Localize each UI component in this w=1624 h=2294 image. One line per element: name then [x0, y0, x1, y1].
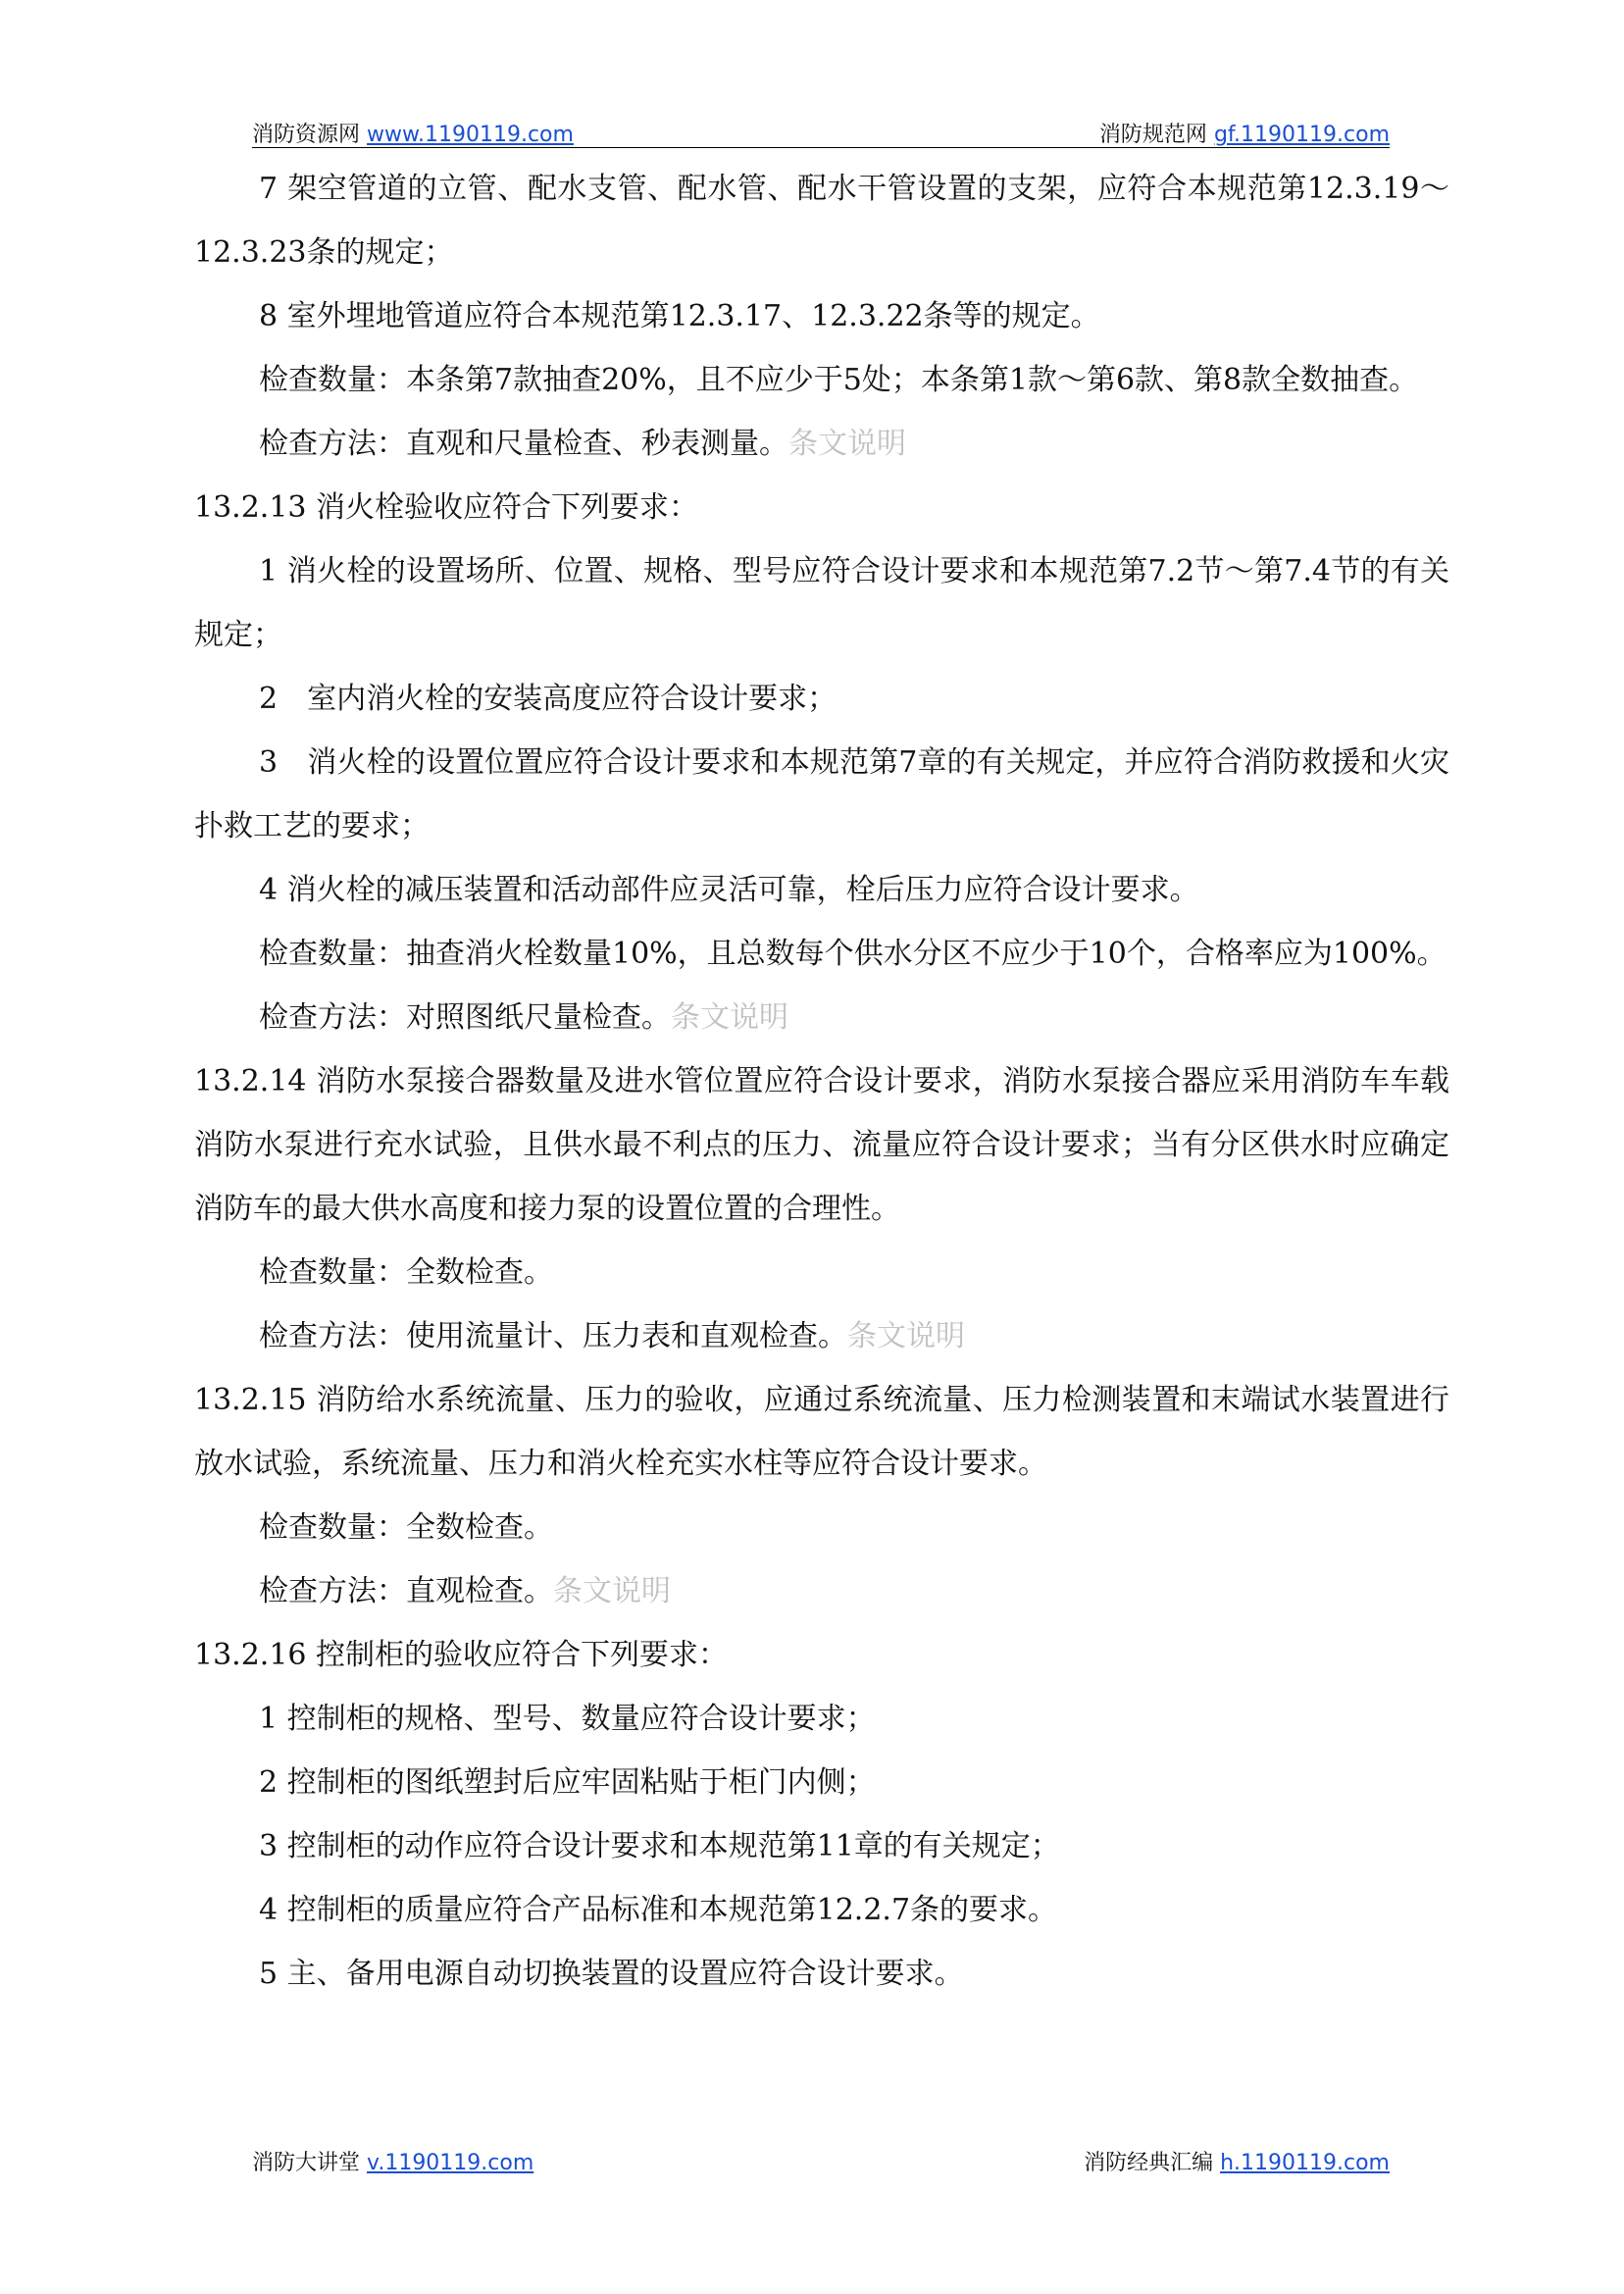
header-left — [252, 118, 574, 148]
list-item: 7 架空管道的立管、配水支管、配水管、配水干管设置的支架，应符合本规范第12.3.19～12.3.23条的规定； — [194, 172, 1449, 270]
page-footer — [252, 2146, 1390, 2175]
method-text: 检查方法：对照图纸尺量检查。 — [259, 1000, 671, 1035]
footer-compilation-name: 消防经典汇编 — [1084, 2151, 1214, 2175]
inspection-method — [194, 1304, 1449, 1368]
clause-note-link[interactable]: 条文说明 — [671, 1000, 788, 1035]
list-item: 1 控制柜的规格、型号、数量应符合设计要求； — [259, 1702, 876, 1736]
list-item: 8 室外埋地管道应符合本规范第12.3.17、12.3.22条等的规定。 — [259, 299, 1100, 333]
list-item: 2 室内消火栓的安装高度应符合设计要求； — [259, 682, 837, 716]
clause-heading: 13.2.15 消防给水系统流量、压力的验收，应通过系统流量、压力检测装置和末端试水装置进行放水试验，系统流量、压力和消火栓充实水柱等应符合设计要求。 — [194, 1383, 1449, 1481]
document-body — [194, 157, 1449, 2006]
footer-lecture-name: 消防大讲堂 — [252, 2151, 361, 2175]
inspection-quantity: 检查数量：全数检查。 — [259, 1510, 553, 1545]
header-standard-link[interactable]: gf.1190119.com — [1213, 123, 1390, 147]
clause-note-link[interactable]: 条文说明 — [553, 1574, 671, 1608]
list-item: 3 控制柜的动作应符合设计要求和本规范第11章的有关规定； — [259, 1829, 1060, 1863]
inspection-method — [194, 1559, 1449, 1623]
clause-heading: 13.2.16 控制柜的验收应符合下列要求： — [194, 1638, 729, 1672]
inspection-quantity: 检查数量：抽查消火栓数量10%，且总数每个供水分区不应少于10个，合格率应为100%。 — [259, 937, 1446, 971]
list-item: 4 控制柜的质量应符合产品标准和本规范第12.2.7条的要求。 — [259, 1893, 1058, 1927]
inspection-method — [194, 412, 1449, 476]
page-header — [252, 118, 1390, 148]
footer-compilation-link[interactable]: h.1190119.com — [1220, 2151, 1390, 2175]
list-item: 1 消火栓的设置场所、位置、规格、型号应符合设计要求和本规范第7.2节～第7.4节的有关规定； — [194, 554, 1449, 652]
list-item: 5 主、备用电源自动切换装置的设置应符合设计要求。 — [259, 1957, 964, 1991]
method-text: 检查方法：直观检查。 — [259, 1574, 553, 1608]
footer-left — [252, 2146, 533, 2176]
inspection-quantity: 检查数量：全数检查。 — [259, 1255, 553, 1290]
footer-right — [1084, 2146, 1390, 2176]
inspection-quantity: 检查数量：本条第7款抽查20%，且不应少于5处；本条第1款～第6款、第8款全数抽查。 — [259, 363, 1419, 397]
clause-heading: 13.2.14 消防水泵接合器数量及进水管位置应符合设计要求，消防水泵接合器应采用消防车车载消防水泵进行充水试验，且供水最不利点的压力、流量应符合设计要求；当有分区供水时应确定消防车的最大供水高度和接力泵的设置位置的合理性。 — [194, 1064, 1449, 1226]
clause-heading: 13.2.13 消火栓验收应符合下列要求： — [194, 490, 699, 525]
method-text: 检查方法：使用流量计、压力表和直观检查。 — [259, 1319, 847, 1353]
method-text: 检查方法：直观和尺量检查、秒表测量。 — [259, 427, 788, 461]
inspection-method — [194, 986, 1449, 1049]
list-item: 2 控制柜的图纸塑封后应牢固粘贴于柜门内侧； — [259, 1765, 876, 1800]
header-site-name: 消防资源网 — [252, 123, 361, 147]
header-site-link[interactable]: www.1190119.com — [367, 123, 574, 147]
list-item: 3 消火栓的设置位置应符合设计要求和本规范第7章的有关规定，并应符合消防救援和火灾扑救工艺的要求； — [194, 745, 1449, 843]
clause-note-link[interactable]: 条文说明 — [788, 427, 906, 461]
footer-lecture-link[interactable]: v.1190119.com — [367, 2151, 534, 2175]
clause-note-link[interactable]: 条文说明 — [847, 1319, 965, 1353]
header-standard-name: 消防规范网 — [1098, 123, 1207, 147]
header-right — [1099, 118, 1390, 148]
list-item: 4 消火栓的减压装置和活动部件应灵活可靠，栓后压力应符合设计要求。 — [259, 873, 1199, 907]
